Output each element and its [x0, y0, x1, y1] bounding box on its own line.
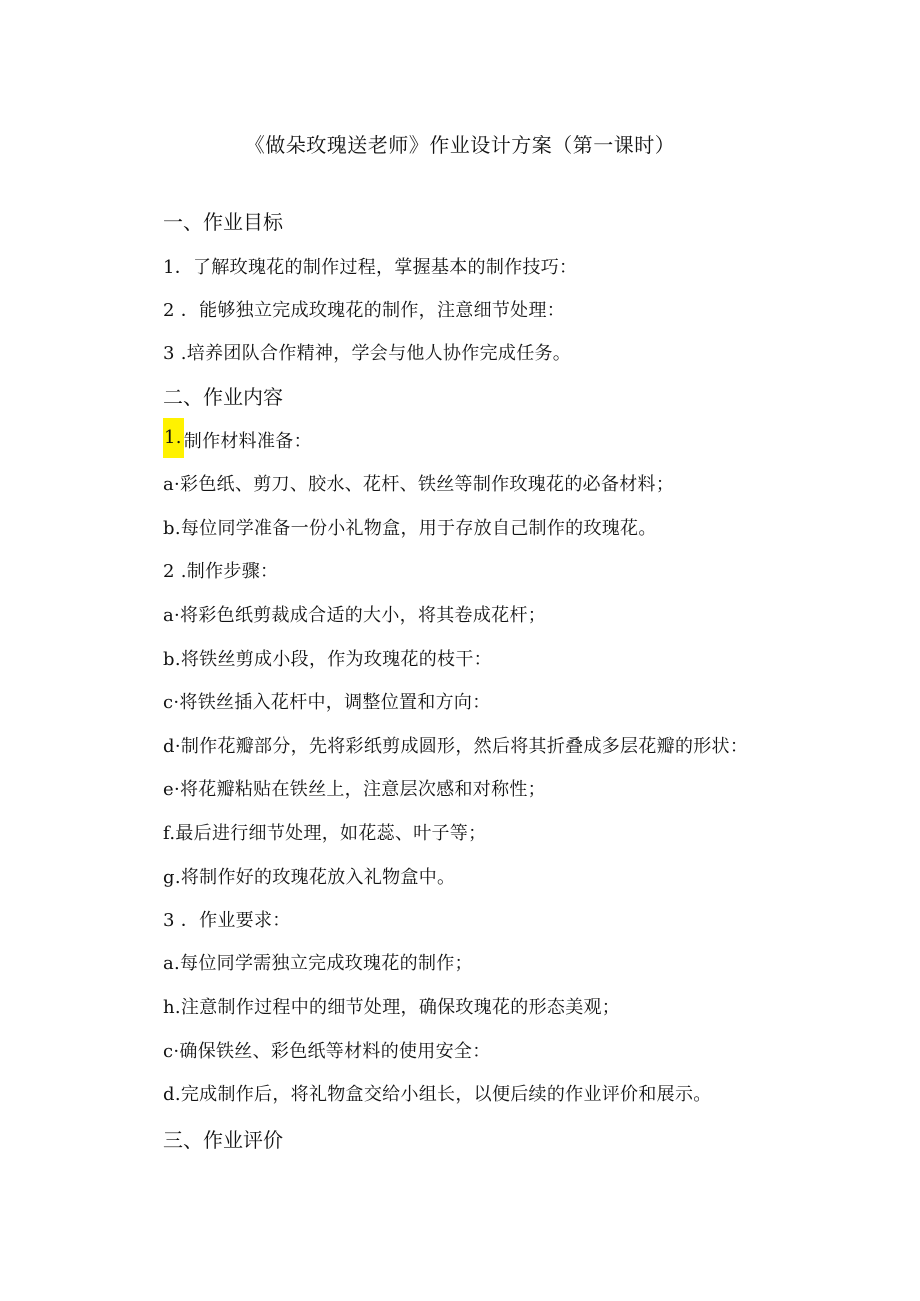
requirement-item-b: h.注意制作过程中的细节处理，确保玫瑰花的形态美观； — [163, 997, 621, 1018]
requirement-item-a: a.每位同学需独立完成玫瑰花的制作； — [163, 953, 473, 974]
step-item-c: c·将铁丝插入花杆中，调整位置和方向： — [163, 692, 491, 713]
requirement-item-d: d.完成制作后，将礼物盒交给小组长，以便后续的作业评价和展示。 — [163, 1084, 712, 1105]
goal-item-3: 3 .培养团队合作精神，学会与他人协作完成任务。 — [163, 343, 572, 364]
section-heading-content: 二、作业内容 — [163, 385, 283, 409]
materials-heading — [163, 426, 312, 458]
materials-item-a: a·彩色纸、剪刀、胶水、花杆、铁丝等制作玫瑰花的必备材料； — [163, 474, 675, 495]
highlighted-marker: 1. — [163, 418, 184, 458]
step-item-b: b.将铁丝剪成小段，作为玫瑰花的枝干： — [163, 649, 492, 670]
step-item-a: a·将彩色纸剪裁成合适的大小，将其卷成花杆； — [163, 605, 547, 626]
document-title: 《做朵玫瑰送老师》作业设计方案（第一课时） — [244, 133, 676, 157]
section-heading-goals: 一、作业目标 — [163, 210, 283, 234]
materials-item-b: b.每位同学准备一份小礼物盒，用于存放自己制作的玫瑰花。 — [163, 518, 657, 539]
steps-heading: 2 .制作步骤： — [163, 561, 279, 582]
step-item-f: f.最后进行细节处理，如花蕊、叶子等； — [163, 823, 487, 844]
requirement-item-c: c·确保铁丝、彩色纸等材料的使用安全： — [163, 1041, 491, 1062]
step-item-e: e·将花瓣粘贴在铁丝上，注意层次感和对称性； — [163, 779, 546, 800]
requirements-heading: 3 ．作业要求： — [163, 910, 291, 931]
goal-item-1: 1．了解玫瑰花的制作过程，掌握基本的制作技巧： — [163, 257, 578, 278]
step-item-g: g.将制作好的玫瑰花放入礼物盒中。 — [163, 867, 456, 888]
goal-item-2: 2 ．能够独立完成玫瑰花的制作，注意细节处理： — [163, 300, 566, 321]
step-item-d: d·制作花瓣部分，先将彩纸剪成圆形，然后将其折叠成多层花瓣的形状： — [163, 736, 749, 757]
section-heading-evaluation: 三、作业评价 — [163, 1128, 283, 1152]
materials-heading-text: 制作材料准备： — [183, 431, 312, 452]
